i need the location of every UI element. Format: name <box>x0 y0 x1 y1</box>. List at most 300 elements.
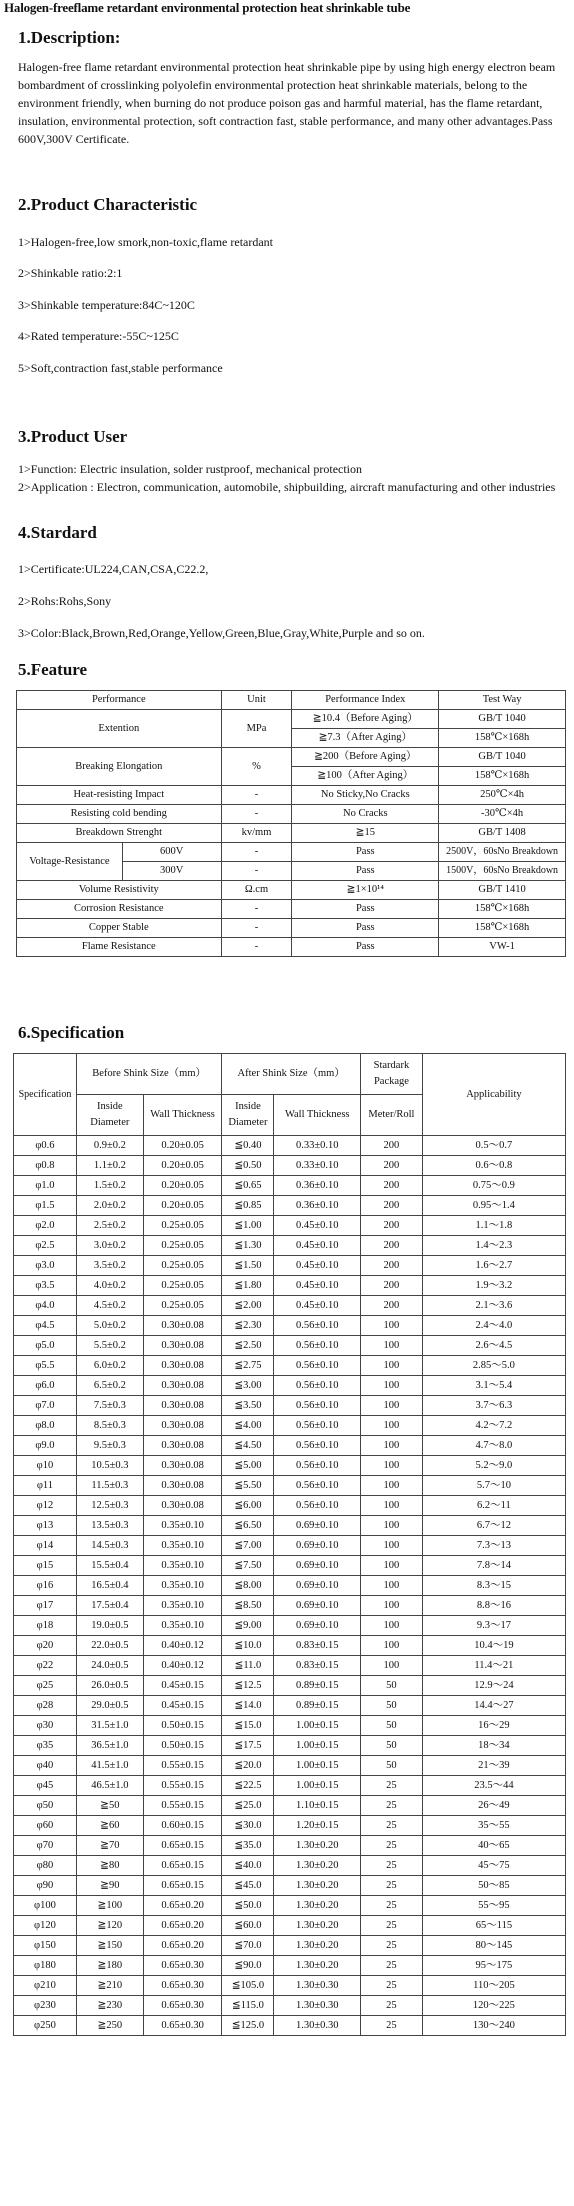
table-cell: 25 <box>361 1836 423 1856</box>
table-cell: Flame Resistance <box>17 938 222 957</box>
table-cell: 0.45±0.10 <box>274 1296 361 1316</box>
table-cell: 1.30±0.20 <box>274 1836 361 1856</box>
table-cell: 0.56±0.10 <box>274 1496 361 1516</box>
table-cell: φ150 <box>14 1936 77 1956</box>
table-cell: 0.30±0.08 <box>143 1456 222 1476</box>
table-row <box>14 1836 566 1856</box>
table-cell: 0.6～0.8 <box>422 1156 565 1176</box>
table-cell: 0.45±0.10 <box>274 1216 361 1236</box>
table-cell: φ17 <box>14 1596 77 1616</box>
table-cell: 1.30±0.20 <box>274 1956 361 1976</box>
table-cell: 1.20±0.15 <box>274 1816 361 1836</box>
table-cell: ≧80 <box>76 1856 143 1876</box>
table-cell: ≦35.0 <box>222 1836 274 1856</box>
table-cell: 4.7～8.0 <box>422 1436 565 1456</box>
table-row <box>14 1916 566 1936</box>
table-row <box>14 1196 566 1216</box>
table-cell: 200 <box>361 1236 423 1256</box>
table-cell: 0.30±0.08 <box>143 1476 222 1496</box>
table-cell: 0.45±0.15 <box>143 1696 222 1716</box>
table-row <box>14 2016 566 2036</box>
table-cell: 0.45±0.10 <box>274 1256 361 1276</box>
table-cell: 46.5±1.0 <box>76 1776 143 1796</box>
table-cell: 200 <box>361 1216 423 1236</box>
header-cell: Specification <box>14 1054 77 1136</box>
table-cell: 1.00±0.15 <box>274 1756 361 1776</box>
table-cell: ≦22.5 <box>222 1776 274 1796</box>
table-cell: 200 <box>361 1136 423 1156</box>
table-row <box>14 1516 566 1536</box>
table-row <box>14 1796 566 1816</box>
table-cell: 120～225 <box>422 1996 565 2016</box>
table-cell: 0.25±0.05 <box>143 1216 222 1236</box>
table-cell: ≦5.50 <box>222 1476 274 1496</box>
table-cell: φ25 <box>14 1676 77 1696</box>
table-cell: φ250 <box>14 2016 77 2036</box>
table-row <box>14 1236 566 1256</box>
table-cell: 0.25±0.05 <box>143 1276 222 1296</box>
table-cell: MPa <box>221 710 292 748</box>
table-cell: 100 <box>361 1576 423 1596</box>
table-cell: 0.69±0.10 <box>274 1556 361 1576</box>
table-cell: 1.30±0.30 <box>274 2016 361 2036</box>
table-cell: 0.20±0.05 <box>143 1176 222 1196</box>
table-cell: 25 <box>361 1816 423 1836</box>
table-cell: ≦1.80 <box>222 1276 274 1296</box>
table-cell: 0.25±0.05 <box>143 1296 222 1316</box>
table-cell: 8.3～15 <box>422 1576 565 1596</box>
table-cell: 0.40±0.12 <box>143 1656 222 1676</box>
table-cell: 1.30±0.30 <box>274 1996 361 2016</box>
table-row <box>14 1616 566 1636</box>
table-cell: 0.69±0.10 <box>274 1516 361 1536</box>
table-cell: 100 <box>361 1496 423 1516</box>
characteristic-item: 5>Soft,contraction fast,stable performance <box>18 361 223 375</box>
table-cell: ≦6.00 <box>222 1496 274 1516</box>
table-cell: 100 <box>361 1376 423 1396</box>
table-cell: Extention <box>17 710 222 748</box>
table-cell: Copper Stable <box>17 919 222 938</box>
table-cell: ≦4.50 <box>222 1436 274 1456</box>
table-row <box>17 900 566 919</box>
table-cell: 6.2～11 <box>422 1496 565 1516</box>
table-cell: 158℃×168h <box>439 900 566 919</box>
table-cell: 0.83±0.15 <box>274 1636 361 1656</box>
table-cell: 25 <box>361 1956 423 1976</box>
table-cell: 29.0±0.5 <box>76 1696 143 1716</box>
table-row <box>17 710 566 729</box>
table-cell: 26～49 <box>422 1796 565 1816</box>
header-cell: Wall Thickness <box>274 1095 361 1136</box>
standard-heading: 4.Stardard <box>18 523 97 542</box>
table-cell: 1.00±0.15 <box>274 1736 361 1756</box>
table-cell: φ28 <box>14 1696 77 1716</box>
table-cell: ≦0.65 <box>222 1176 274 1196</box>
table-cell: 4.0±0.2 <box>76 1276 143 1296</box>
table-cell: 25 <box>361 2016 423 2036</box>
header-cell: Meter/Roll <box>361 1095 423 1136</box>
table-row <box>17 805 566 824</box>
user-item: 2>Application : Electron, communication, automobile, shipbuilding, aircraft manufacturing and other industries <box>18 480 556 494</box>
table-cell: 0.9±0.2 <box>76 1136 143 1156</box>
table-cell: - <box>221 900 292 919</box>
feature-heading: 5.Feature <box>18 660 88 679</box>
table-cell: 55～95 <box>422 1896 565 1916</box>
table-cell: 0.5～0.7 <box>422 1136 565 1156</box>
table-cell: - <box>221 786 292 805</box>
table-cell: 0.69±0.10 <box>274 1576 361 1596</box>
table-cell: 25 <box>361 1916 423 1936</box>
table-row <box>14 1476 566 1496</box>
table-cell: 5.5±0.2 <box>76 1336 143 1356</box>
table-cell: Corrosion Resistance <box>17 900 222 919</box>
table-cell: 11.5±0.3 <box>76 1476 143 1496</box>
table-cell: φ15 <box>14 1556 77 1576</box>
table-cell: 100 <box>361 1456 423 1476</box>
table-cell: 130～240 <box>422 2016 565 2036</box>
table-cell: ≧150 <box>76 1936 143 1956</box>
table-cell: ≦3.00 <box>222 1376 274 1396</box>
table-cell: 1.1±0.2 <box>76 1156 143 1176</box>
table-cell: 19.0±0.5 <box>76 1616 143 1636</box>
table-cell: φ2.0 <box>14 1216 77 1236</box>
table-cell: No Sticky,No Cracks <box>292 786 439 805</box>
table-cell: 1.1～1.8 <box>422 1216 565 1236</box>
table-row <box>14 1696 566 1716</box>
table-cell: φ4.0 <box>14 1296 77 1316</box>
table-cell: 1.30±0.20 <box>274 1916 361 1936</box>
table-cell: 1.30±0.30 <box>274 1976 361 1996</box>
table-cell: φ230 <box>14 1996 77 2016</box>
characteristic-heading: 2.Product Characteristic <box>18 195 198 214</box>
table-cell: 24.0±0.5 <box>76 1656 143 1676</box>
table-cell: Pass <box>292 862 439 881</box>
table-cell: 158℃×168h <box>439 919 566 938</box>
table-cell: 0.65±0.30 <box>143 2016 222 2036</box>
table-cell: ≧100（After Aging） <box>292 767 439 786</box>
table-cell: 23.5～44 <box>422 1776 565 1796</box>
table-cell: ≦1.50 <box>222 1256 274 1276</box>
description-heading: 1.Description: <box>18 28 121 47</box>
page-title: Halogen-freeflame retardant environmental protection heat shrinkable tube <box>4 0 411 15</box>
table-cell: ≦1.00 <box>222 1216 274 1236</box>
table-row <box>14 1956 566 1976</box>
table-cell: 200 <box>361 1296 423 1316</box>
table-cell: 0.35±0.10 <box>143 1596 222 1616</box>
table-cell: 9.3～17 <box>422 1616 565 1636</box>
table-cell: ≦10.0 <box>222 1636 274 1656</box>
table-cell: GB/T 1040 <box>439 710 566 729</box>
table-cell: ≦45.0 <box>222 1876 274 1896</box>
table-cell: 0.30±0.08 <box>143 1396 222 1416</box>
table-cell: ≧200（Before Aging） <box>292 748 439 767</box>
table-cell: 1.10±0.15 <box>274 1796 361 1816</box>
table-cell: 1.00±0.15 <box>274 1776 361 1796</box>
table-cell: ≧10.4（Before Aging） <box>292 710 439 729</box>
table-cell: 14.5±0.3 <box>76 1536 143 1556</box>
table-row <box>14 1936 566 1956</box>
table-row <box>14 1376 566 1396</box>
table-cell: 25 <box>361 1976 423 1996</box>
table-row <box>17 919 566 938</box>
header-cell: Test Way <box>439 691 566 710</box>
table-cell: 0.56±0.10 <box>274 1436 361 1456</box>
table-cell: % <box>221 748 292 786</box>
table-cell: -30℃×4h <box>439 805 566 824</box>
table-cell: 0.83±0.15 <box>274 1656 361 1676</box>
table-cell: 0.56±0.10 <box>274 1396 361 1416</box>
table-cell: 100 <box>361 1656 423 1676</box>
table-cell: 0.56±0.10 <box>274 1456 361 1476</box>
table-cell: 200 <box>361 1196 423 1216</box>
table-cell: 8.8～16 <box>422 1596 565 1616</box>
table-cell: 0.65±0.20 <box>143 1916 222 1936</box>
table-cell: 0.69±0.10 <box>274 1536 361 1556</box>
table-cell: 40～65 <box>422 1836 565 1856</box>
table-cell: ≦25.0 <box>222 1796 274 1816</box>
table-cell: ≧15 <box>292 824 439 843</box>
table-cell: 3.0±0.2 <box>76 1236 143 1256</box>
table-cell: 6.5±0.2 <box>76 1376 143 1396</box>
table-cell: ≦2.50 <box>222 1336 274 1356</box>
table-cell: 7.5±0.3 <box>76 1396 143 1416</box>
characteristic-item: 4>Rated temperature:-55C~125C <box>18 329 179 343</box>
table-row <box>14 1436 566 1456</box>
table-cell: 100 <box>361 1436 423 1456</box>
table-cell: 0.35±0.10 <box>143 1556 222 1576</box>
standard-item: 2>Rohs:Rohs,Sony <box>18 594 112 608</box>
table-cell: φ8.0 <box>14 1416 77 1436</box>
table-cell: kv/mm <box>221 824 292 843</box>
table-cell: φ22 <box>14 1656 77 1676</box>
table-row <box>14 1856 566 1876</box>
table-cell: φ12 <box>14 1496 77 1516</box>
table-cell: 0.56±0.10 <box>274 1416 361 1436</box>
table-cell: 100 <box>361 1316 423 1336</box>
table-cell: 0.55±0.15 <box>143 1796 222 1816</box>
table-cell: ≦0.50 <box>222 1156 274 1176</box>
table-cell: 0.65±0.15 <box>143 1856 222 1876</box>
table-cell: 0.65±0.30 <box>143 1956 222 1976</box>
table-cell: 12.9～24 <box>422 1676 565 1696</box>
table-cell: 0.65±0.20 <box>143 1896 222 1916</box>
table-cell: 100 <box>361 1416 423 1436</box>
table-row <box>14 1316 566 1336</box>
table-cell: 100 <box>361 1596 423 1616</box>
table-cell: 0.30±0.08 <box>143 1356 222 1376</box>
table-row <box>14 1876 566 1896</box>
table-cell: 25 <box>361 1996 423 2016</box>
table-cell: 0.65±0.15 <box>143 1836 222 1856</box>
table-cell: 0.60±0.15 <box>143 1816 222 1836</box>
table-cell: 45～75 <box>422 1856 565 1876</box>
table-row <box>14 1716 566 1736</box>
table-row <box>14 1496 566 1516</box>
table-cell: ≦30.0 <box>222 1816 274 1836</box>
table-cell: 2500V，60sNo Breakdown <box>439 843 566 862</box>
header-cell: Applicability <box>422 1054 565 1136</box>
table-cell: ≦8.00 <box>222 1576 274 1596</box>
table-cell: ≧7.3（After Aging） <box>292 729 439 748</box>
table-cell: 0.35±0.10 <box>143 1516 222 1536</box>
table-cell: - <box>221 919 292 938</box>
table-cell: 200 <box>361 1156 423 1176</box>
table-cell: ≧250 <box>76 2016 143 2036</box>
table-cell: 25 <box>361 1936 423 1956</box>
table-cell: ≦9.00 <box>222 1616 274 1636</box>
feature-table <box>16 690 566 957</box>
table-cell: - <box>221 862 292 881</box>
table-cell: ≧210 <box>76 1976 143 1996</box>
table-cell: 1.5±0.2 <box>76 1176 143 1196</box>
table-cell: 10.4～19 <box>422 1636 565 1656</box>
table-cell: 0.55±0.15 <box>143 1756 222 1776</box>
table-cell: ≦2.30 <box>222 1316 274 1336</box>
table-cell: 26.0±0.5 <box>76 1676 143 1696</box>
table-row <box>14 1536 566 1556</box>
table-row <box>14 1216 566 1236</box>
table-cell: 7.3～13 <box>422 1536 565 1556</box>
table-cell: 80～145 <box>422 1936 565 1956</box>
table-cell: 2.6～4.5 <box>422 1336 565 1356</box>
header-cell: Performance <box>17 691 222 710</box>
table-cell: ≦7.50 <box>222 1556 274 1576</box>
table-cell: φ120 <box>14 1916 77 1936</box>
table-cell: 9.5±0.3 <box>76 1436 143 1456</box>
table-cell: 100 <box>361 1396 423 1416</box>
table-cell: 0.56±0.10 <box>274 1356 361 1376</box>
table-cell: ≧90 <box>76 1876 143 1896</box>
table-cell: 2.85～5.0 <box>422 1356 565 1376</box>
table-cell: ≦90.0 <box>222 1956 274 1976</box>
table-cell: 0.30±0.08 <box>143 1496 222 1516</box>
table-row <box>14 1596 566 1616</box>
table-cell: 25 <box>361 1876 423 1896</box>
table-row <box>14 1756 566 1776</box>
table-cell: φ50 <box>14 1796 77 1816</box>
table-cell: ≦115.0 <box>222 1996 274 2016</box>
table-cell: 100 <box>361 1336 423 1356</box>
specification-table <box>13 1053 566 2036</box>
table-row <box>14 1256 566 1276</box>
table-cell: 13.5±0.3 <box>76 1516 143 1536</box>
table-cell: 1.30±0.20 <box>274 1856 361 1876</box>
header-cell: Before Shink Size（mm） <box>76 1054 222 1095</box>
table-cell: 41.5±1.0 <box>76 1756 143 1776</box>
table-cell: 100 <box>361 1516 423 1536</box>
table-cell: 200 <box>361 1176 423 1196</box>
table-cell: φ4.5 <box>14 1316 77 1336</box>
table-row <box>14 1296 566 1316</box>
table-cell: 0.36±0.10 <box>274 1176 361 1196</box>
table-cell: 100 <box>361 1556 423 1576</box>
table-cell: 7.8～14 <box>422 1556 565 1576</box>
table-cell: φ20 <box>14 1636 77 1656</box>
table-cell: 0.56±0.10 <box>274 1336 361 1356</box>
table-cell: Pass <box>292 938 439 957</box>
table-cell: 50 <box>361 1676 423 1696</box>
table-cell: 50 <box>361 1756 423 1776</box>
table-cell: - <box>221 805 292 824</box>
table-cell: 0.65±0.20 <box>143 1936 222 1956</box>
table-cell: 600V <box>122 843 221 862</box>
table-cell: φ35 <box>14 1736 77 1756</box>
table-cell: 0.45±0.10 <box>274 1276 361 1296</box>
table-cell: ≧60 <box>76 1816 143 1836</box>
table-cell: 1.30±0.20 <box>274 1896 361 1916</box>
table-cell: 0.40±0.12 <box>143 1636 222 1656</box>
header-cell: Performance Index <box>292 691 439 710</box>
table-cell: Breakdown Strenght <box>17 824 222 843</box>
table-cell: 95～175 <box>422 1956 565 1976</box>
feature-header-row <box>17 691 566 710</box>
table-row <box>14 1156 566 1176</box>
description-text: Halogen-free flame retardant environmental protection heat shrinkable pipe by using high energy electron beam bombardment of crosslinking polyolefin environmental protection heat shrinkable materials, belong to the environment friendly, when burning do not produce poison gas and harmful material, has the flame retardant, insulation, environmental protection, soft contraction fast, stable performance, and many other advantages.Pass 600V,300V Certificate. <box>18 60 556 146</box>
table-cell: 100 <box>361 1536 423 1556</box>
table-cell: 36.5±1.0 <box>76 1736 143 1756</box>
table-cell: 0.25±0.05 <box>143 1256 222 1276</box>
table-cell: 6.7～12 <box>422 1516 565 1536</box>
table-cell: ≧230 <box>76 1996 143 2016</box>
table-cell: ≦3.50 <box>222 1396 274 1416</box>
table-cell: ≧70 <box>76 1836 143 1856</box>
table-cell: Pass <box>292 843 439 862</box>
table-cell: φ30 <box>14 1716 77 1736</box>
table-cell: 158℃×168h <box>439 729 566 748</box>
table-cell: 0.56±0.10 <box>274 1316 361 1336</box>
table-cell: ≦1.30 <box>222 1236 274 1256</box>
table-cell: ≦20.0 <box>222 1756 274 1776</box>
table-cell: ≧100 <box>76 1896 143 1916</box>
standard-item: 3>Color:Black,Brown,Red,Orange,Yellow,Green,Blue,Gray,White,Purple and so on. <box>18 626 425 640</box>
table-cell: ≦14.0 <box>222 1696 274 1716</box>
table-cell: 10.5±0.3 <box>76 1456 143 1476</box>
table-cell: ≧120 <box>76 1916 143 1936</box>
table-cell: 250℃×4h <box>439 786 566 805</box>
table-cell: 50 <box>361 1736 423 1756</box>
table-cell: 6.0±0.2 <box>76 1356 143 1376</box>
table-cell: 31.5±1.0 <box>76 1716 143 1736</box>
table-cell: ≦17.5 <box>222 1736 274 1756</box>
table-cell: ≦105.0 <box>222 1976 274 1996</box>
table-cell: 0.35±0.10 <box>143 1616 222 1636</box>
table-cell: ≧50 <box>76 1796 143 1816</box>
table-cell: 5.2～9.0 <box>422 1456 565 1476</box>
table-cell: VW-1 <box>439 938 566 957</box>
table-cell: 0.45±0.10 <box>274 1236 361 1256</box>
table-row <box>14 1776 566 1796</box>
user-heading: 3.Product User <box>18 427 128 446</box>
table-cell: φ16 <box>14 1576 77 1596</box>
table-cell: 0.20±0.05 <box>143 1156 222 1176</box>
table-cell: 5.0±0.2 <box>76 1316 143 1336</box>
table-cell: Ω.cm <box>221 881 292 900</box>
header-cell: Inside Diameter <box>222 1095 274 1136</box>
table-cell: 1.00±0.15 <box>274 1716 361 1736</box>
table-cell: GB/T 1410 <box>439 881 566 900</box>
header-cell: After Shink Size（mm） <box>222 1054 361 1095</box>
table-cell: 0.95～1.4 <box>422 1196 565 1216</box>
table-cell: ≦8.50 <box>222 1596 274 1616</box>
table-cell: φ6.0 <box>14 1376 77 1396</box>
table-cell: 65～115 <box>422 1916 565 1936</box>
table-cell: 200 <box>361 1256 423 1276</box>
table-cell: 25 <box>361 1796 423 1816</box>
table-cell: 1.4～2.3 <box>422 1236 565 1256</box>
table-cell: 18～34 <box>422 1736 565 1756</box>
table-cell: 0.30±0.08 <box>143 1416 222 1436</box>
table-cell: 0.36±0.10 <box>274 1196 361 1216</box>
